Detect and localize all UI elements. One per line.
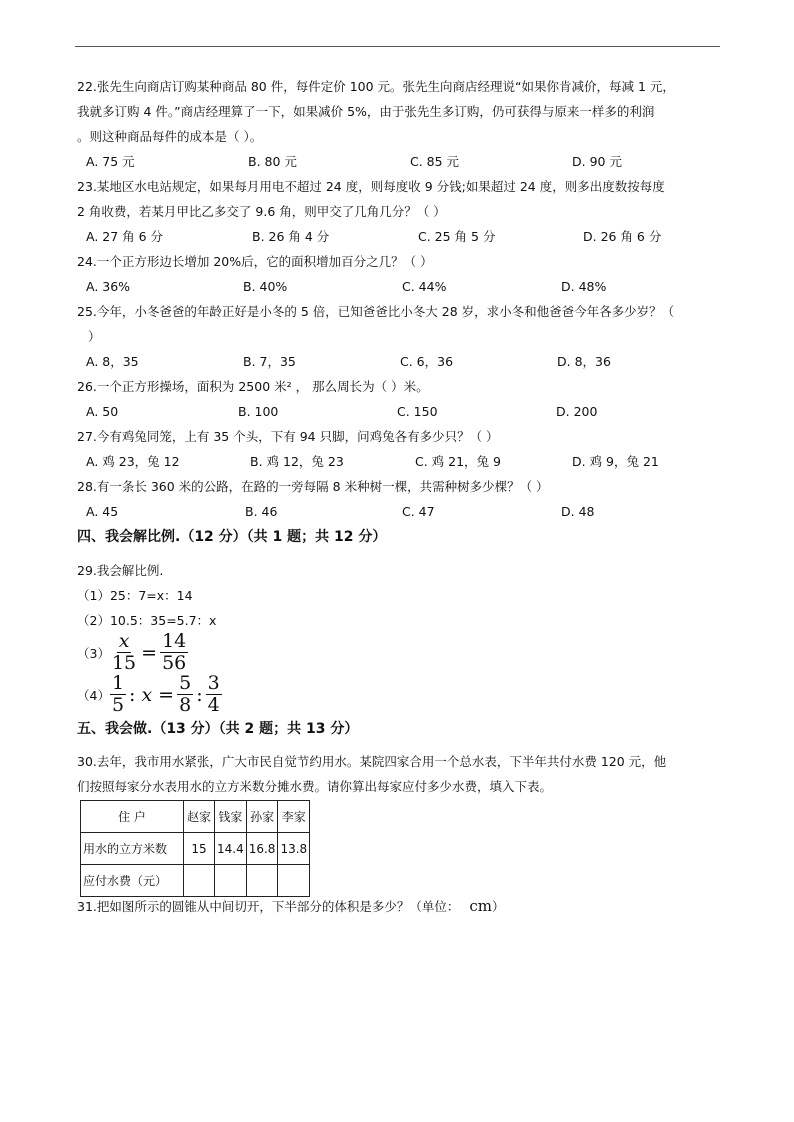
q26-option-b[interactable]: B. 100 xyxy=(238,404,279,419)
q29-part-3: （3） $\frac{x}{15}$ = $\frac{14}{56}$ xyxy=(77,630,187,674)
q23-line-1: 23.某地区水电站规定，如果每月用电不超过 24 度，则每度收 9 分钱;如果超过 24 度，则多出度数按每度 xyxy=(77,179,665,194)
q22-option-a[interactable]: A. 75 元 xyxy=(86,154,135,169)
q26-option-d[interactable]: D. 200 xyxy=(556,404,598,419)
q23-option-d[interactable]: D. 26 角 6 分 xyxy=(583,229,662,244)
q24-option-c[interactable]: C. 44% xyxy=(402,279,447,294)
q28-option-b[interactable]: B. 46 xyxy=(245,504,278,519)
q27-options xyxy=(86,453,726,471)
table-answer-cell[interactable] xyxy=(278,865,310,897)
q29-part-3-label: （3） xyxy=(77,645,110,661)
q28-option-d[interactable]: D. 48 xyxy=(561,504,595,519)
q31-close: ） xyxy=(492,899,505,914)
q24-option-a[interactable]: A. 36% xyxy=(86,279,131,294)
q25-line-2: ） xyxy=(88,329,101,344)
q24-line-1: 24.一个正方形边长增加 20%后，它的面积增加百分之几？（ ） xyxy=(77,254,433,269)
q27-option-d[interactable]: D. 鸡 9，兔 21 xyxy=(572,454,659,469)
table-header-li: 李家 xyxy=(278,801,310,833)
q29-part-4: （4） $\frac{1}{5}$ : x = $\frac{5}{8}$ : $\frac{3}{4}$ xyxy=(77,672,220,716)
q29-part-2: （2）10.5：35=5.7：x xyxy=(77,613,217,628)
fraction-14-over-56: $\frac{14}{56}$ xyxy=(162,630,187,674)
q22-option-d[interactable]: D. 90 元 xyxy=(572,154,622,169)
q31-unit: cm xyxy=(469,897,493,915)
table-label-water-volume: 用水的立方米数 xyxy=(81,833,184,865)
q25-options xyxy=(86,353,726,371)
q26-options xyxy=(86,403,726,421)
q24-options xyxy=(86,278,726,296)
table-header-qian: 钱家 xyxy=(215,801,247,833)
q28-line-1: 28.有一条长 360 米的公路，在路的一旁每隔 8 米种树一棵，共需种树多少棵？（ ） xyxy=(77,479,549,494)
q26-option-a[interactable]: A. 50 xyxy=(86,404,119,419)
q31-text: 31.把如图所示的圆锥从中间切开，下半部分的体积是多少？（单位： xyxy=(77,899,460,914)
table-label-fee: 应付水费（元） xyxy=(81,865,184,897)
q23-option-a[interactable]: A. 27 角 6 分 xyxy=(86,229,164,244)
q24-option-b[interactable]: B. 40% xyxy=(243,279,288,294)
q26-option-c[interactable]: C. 150 xyxy=(397,404,438,419)
q28-option-a[interactable]: A. 45 xyxy=(86,504,119,519)
table-cell: 13.8 xyxy=(278,833,310,865)
section-5-heading: 五、我会做.（13 分）（共 2 题；共 13 分） xyxy=(77,721,359,737)
fraction-x-over-15: $\frac{x}{15}$ xyxy=(111,630,137,674)
q31-line xyxy=(77,897,505,916)
water-fee-table xyxy=(80,800,310,897)
q23-options xyxy=(86,228,726,246)
q22-line-2: 我就多订购 4 件。”商店经理算了一下，如果减价 5%，由于张先生多订购，仍可获得与原来一样多的利润 xyxy=(77,104,655,119)
q29-title: 29.我会解比例. xyxy=(77,563,164,578)
table-row xyxy=(81,865,310,897)
q25-line-1: 25.今年，小冬爸爸的年龄正好是小冬的 5 倍，已知爸爸比小冬大 28 岁，求小冬和他爸爸今年各多少岁？（ xyxy=(77,304,675,319)
q29-part-1: （1）25：7=x：14 xyxy=(77,588,193,603)
table-answer-cell[interactable] xyxy=(184,865,215,897)
q22-option-b[interactable]: B. 80 元 xyxy=(248,154,297,169)
q28-option-c[interactable]: C. 47 xyxy=(402,504,435,519)
q25-option-b[interactable]: B. 7，35 xyxy=(243,354,296,369)
q23-option-c[interactable]: C. 25 角 5 分 xyxy=(418,229,496,244)
q23-option-b[interactable]: B. 26 角 4 分 xyxy=(252,229,330,244)
q22-line-1: 22.张先生向商店订购某种商品 80 件，每件定价 100 元。张先生向商店经理说“如果你肯减价，每减 1 元， xyxy=(77,79,675,94)
table-header-zhao: 赵家 xyxy=(184,801,215,833)
table-cell: 14.4 xyxy=(215,833,247,865)
q22-line-3: 。则这种商品每件的成本是（ ）。 xyxy=(77,129,263,144)
q22-options xyxy=(86,153,726,171)
q23-line-2: 2 角收费，若某月甲比乙多交了 9.6 角，则甲交了几角几分？（ ） xyxy=(77,204,446,219)
table-cell: 16.8 xyxy=(246,833,278,865)
q24-option-d[interactable]: D. 48% xyxy=(561,279,607,294)
table-answer-cell[interactable] xyxy=(215,865,247,897)
fraction-3-over-4: $\frac{3}{4}$ xyxy=(207,672,220,716)
q22-option-c[interactable]: C. 85 元 xyxy=(410,154,460,169)
q25-option-a[interactable]: A. 8，35 xyxy=(86,354,139,369)
q28-options xyxy=(86,503,726,521)
q30-line-2: 们按照每家分水表用水的立方米数分摊水费。请你算出每家应付多少水费，填入下表。 xyxy=(77,779,553,794)
q26-line-1: 26.一个正方形操场，面积为 2500 米² ， 那么周长为（ ）米。 xyxy=(77,379,429,394)
q25-option-c[interactable]: C. 6，36 xyxy=(400,354,454,369)
table-answer-cell[interactable] xyxy=(246,865,278,897)
section-4-heading: 四、我会解比例.（12 分）（共 1 题；共 12 分） xyxy=(77,529,387,545)
fraction-5-over-8: $\frac{5}{8}$ xyxy=(179,672,192,716)
table-cell: 15 xyxy=(184,833,215,865)
q29-part-4-label: （4） xyxy=(77,687,110,703)
q27-option-c[interactable]: C. 鸡 21，兔 9 xyxy=(415,454,501,469)
q27-option-a[interactable]: A. 鸡 23，兔 12 xyxy=(86,454,180,469)
table-header-household: 住 户 xyxy=(81,801,184,833)
q25-option-d[interactable]: D. 8，36 xyxy=(557,354,611,369)
table-row xyxy=(81,801,310,833)
q27-line-1: 27.今有鸡兔同笼，上有 35 个头，下有 94 只脚，问鸡兔各有多少只？（ ） xyxy=(77,429,499,444)
table-header-sun: 孙家 xyxy=(246,801,278,833)
fraction-1-over-5: $\frac{1}{5}$ xyxy=(111,672,125,716)
header-rule xyxy=(75,46,720,47)
table-row xyxy=(81,833,310,865)
q27-option-b[interactable]: B. 鸡 12，兔 23 xyxy=(250,454,344,469)
q30-line-1: 30.去年，我市用水紧张，广大市民自觉节约用水。某院四家合用一个总水表，下半年共付水费 120 元，他 xyxy=(77,754,667,769)
